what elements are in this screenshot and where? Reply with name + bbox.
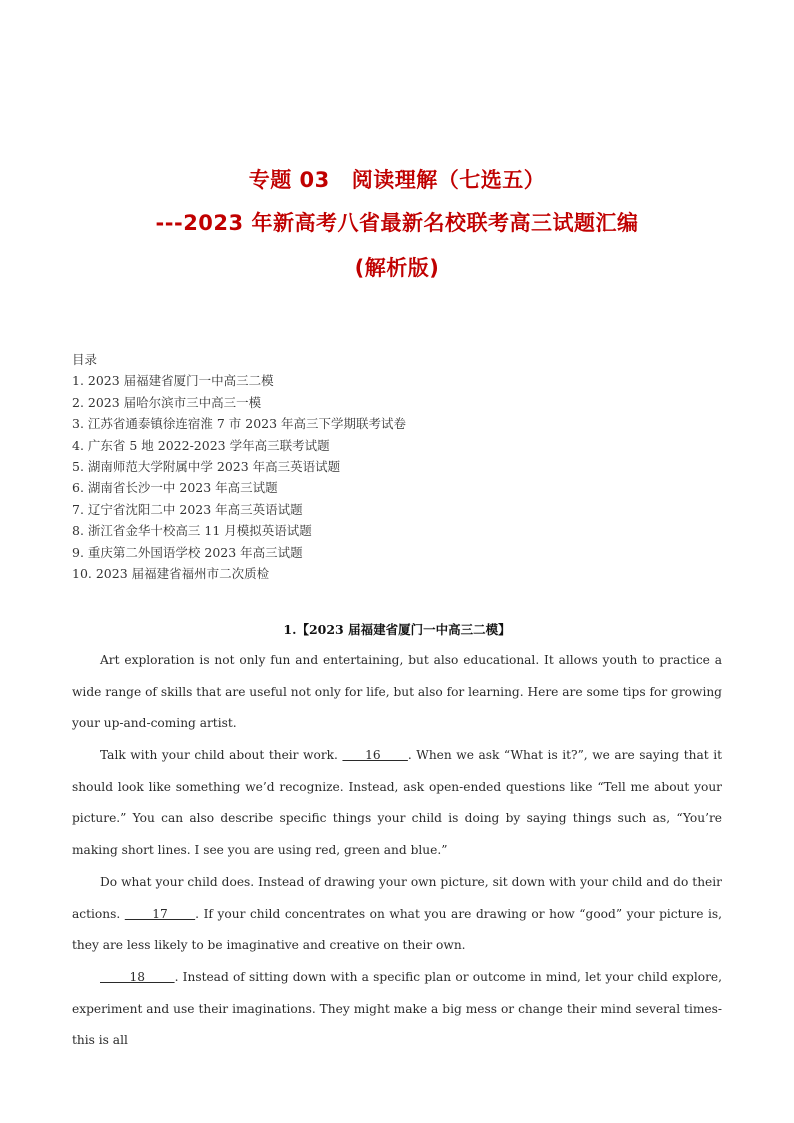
- toc-item[interactable]: 7. 辽宁省沈阳二中 2023 年高三英语试题: [72, 501, 303, 517]
- section-heading: 1.【2023 届福建省厦门一中高三二模】: [283, 622, 511, 637]
- toc-item[interactable]: 10. 2023 届福建省福州市二次质检: [72, 566, 270, 582]
- toc-item[interactable]: 5. 湖南师范大学附属中学 2023 年高三英语试题: [72, 459, 341, 475]
- answer-blank-18: 18: [100, 970, 175, 984]
- title-topic-name: 阅读理解（七选五）: [351, 168, 546, 192]
- paragraph-text: . If your child concentrates on what you are drawing or how “good” your picture is, they are less likely to be imaginative and creative on their own.: [72, 906, 723, 953]
- toc-item[interactable]: 8. 浙江省金华十校高三 11 月模拟英语试题: [72, 523, 312, 539]
- toc-heading: 目录: [72, 352, 98, 367]
- toc-item[interactable]: 9. 重庆第二外国语学校 2023 年高三试题: [72, 544, 303, 560]
- passage-paragraph-2: [72, 740, 722, 866]
- document-subtitle: ---2023 年新高考八省最新名校联考高三试题汇编: [155, 211, 639, 235]
- paragraph-text: Do what your child does. Instead of drawing your own picture, sit down with your child and do their actions.: [72, 875, 722, 921]
- passage-paragraph-1: Art exploration is not only fun and entertaining, but also educational. It allows youth to practice a wide range of skills that are useful not only for life, but also for learning. Here are some tips for growing your up-and-coming artist.: [72, 653, 722, 731]
- toc-item[interactable]: 3. 江苏省通泰镇徐连宿淮 7 市 2023 年高三下学期联考试卷: [72, 416, 407, 432]
- paragraph-text: Talk with your child about their work.: [100, 748, 338, 762]
- toc-item[interactable]: 2. 2023 届哈尔滨市三中高三一模: [72, 394, 262, 410]
- paragraph-text: . When we ask “What is it?”, we are saying that it should look like something we’d recognize. Instead, ask open-ended questions like “Tell me about your picture.” You can also describe specific things your child is doing by saying things such as, “You’re making short lines. I see you are using red, green and blue.”: [72, 748, 722, 857]
- paragraph-text: . Instead of sitting down with a specific plan or outcome in mind, let your child explore, experiment and use their imaginations. They might make a big mess or change their mind several times-this is all: [72, 970, 722, 1048]
- table-of-contents: [72, 349, 406, 584]
- document-edition: (解析版): [354, 256, 440, 280]
- passage-paragraph-4: [72, 962, 722, 1057]
- passage-paragraph-3: [72, 867, 722, 962]
- toc-item[interactable]: 6. 湖南省长沙一中 2023 年高三试题: [72, 480, 278, 496]
- answer-blank-16: 16: [342, 748, 408, 762]
- answer-blank-17: 17: [124, 906, 196, 921]
- toc-item[interactable]: 1. 2023 届福建省厦门一中高三二模: [72, 373, 274, 389]
- toc-item[interactable]: 4. 广东省 5 地 2022-2023 学年高三联考试题: [72, 437, 330, 453]
- title-topic-number: 专题 03: [248, 168, 330, 192]
- document-title: [0, 164, 794, 194]
